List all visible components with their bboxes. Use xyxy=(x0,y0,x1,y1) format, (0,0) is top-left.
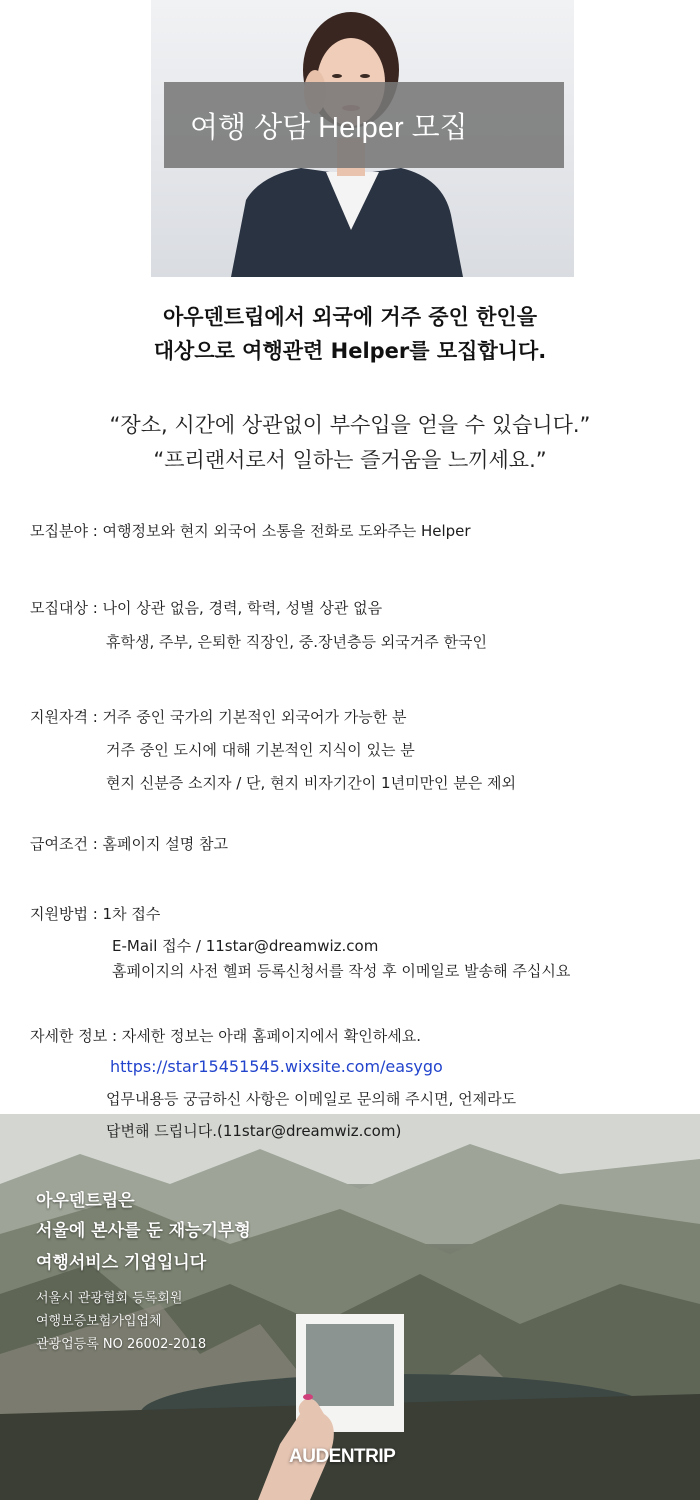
apply-method-1: 지원방법 : 1차 접수 xyxy=(30,905,161,923)
detail-info-2: 업무내용등 궁금하신 사항은 이메일로 문의해 주시면, 언제라도 xyxy=(106,1090,517,1108)
footer-image xyxy=(0,1114,700,1500)
footer-note-3: 관광업등록 NO 26002-2018 xyxy=(36,1337,207,1352)
landscape-photo xyxy=(0,1114,700,1500)
brand-logo: AUDENTRIP xyxy=(289,1446,396,1467)
hero-title: 여행 상담 Helper 모집 xyxy=(190,111,468,144)
apply-method-2: E-Mail 접수 / 11star@dreamwiz.com xyxy=(112,937,379,955)
recruit-target-2: 휴학생, 주부, 은퇴한 직장인, 중.장년층등 외국거주 한국인 xyxy=(106,633,487,651)
pay-condition: 급여조건 : 홈페이지 설명 참고 xyxy=(30,835,229,853)
detail-info-3: 답변해 드립니다.(11star@dreamwiz.com) xyxy=(106,1122,402,1140)
homepage-link[interactable]: https://star15451545.wixsite.com/easygo xyxy=(110,1057,443,1076)
footer-heading-2: 서울에 본사를 둔 재능기부형 xyxy=(36,1221,251,1241)
footer-heading-1: 아우덴트립은 xyxy=(36,1191,135,1211)
apply-method-3: 홈페이지의 사전 헬퍼 등록신청서를 작성 후 이메일로 발송해 주십시요 xyxy=(112,962,571,980)
qualification-3: 현지 신분증 소지자 / 단, 현지 비자기간이 1년미만인 분은 제외 xyxy=(106,774,517,792)
qualification-1: 지원자격 : 거주 중인 국가의 기본적인 외국어가 가능한 분 xyxy=(30,708,407,726)
footer-note-1: 서울시 관광협회 등록회원 xyxy=(36,1291,183,1306)
qualification-2: 거주 중인 도시에 대해 기본적인 지식이 있는 분 xyxy=(106,741,415,759)
quote-line-1: “장소, 시간에 상관없이 부수입을 얻을 수 있습니다.” xyxy=(109,413,591,437)
recruit-field: 모집분야 : 여행정보와 현지 외국어 소통을 전화로 도와주는 Helper xyxy=(30,522,471,540)
footer-heading-3: 여행서비스 기업입니다 xyxy=(36,1253,207,1273)
hero-banner xyxy=(164,82,564,168)
recruit-target-1: 모집대상 : 나이 상관 없음, 경력, 학력, 성별 상관 없음 xyxy=(30,599,383,617)
quote-text xyxy=(0,408,700,478)
intro-text xyxy=(0,300,700,368)
detail-info-1: 자세한 정보 : 자세한 정보는 아래 홈페이지에서 확인하세요. xyxy=(30,1027,421,1045)
intro-line-1: 아우덴트립에서 외국에 거주 중인 한인을 xyxy=(162,305,538,329)
footer-note-2: 여행보증보험가입업체 xyxy=(36,1314,162,1329)
intro-line-2: 대상으로 여행관련 Helper를 모집합니다. xyxy=(153,339,547,363)
quote-line-2: “프리랜서로서 일하는 즐거움을 느끼세요.” xyxy=(153,448,547,472)
hero-image xyxy=(151,0,574,277)
